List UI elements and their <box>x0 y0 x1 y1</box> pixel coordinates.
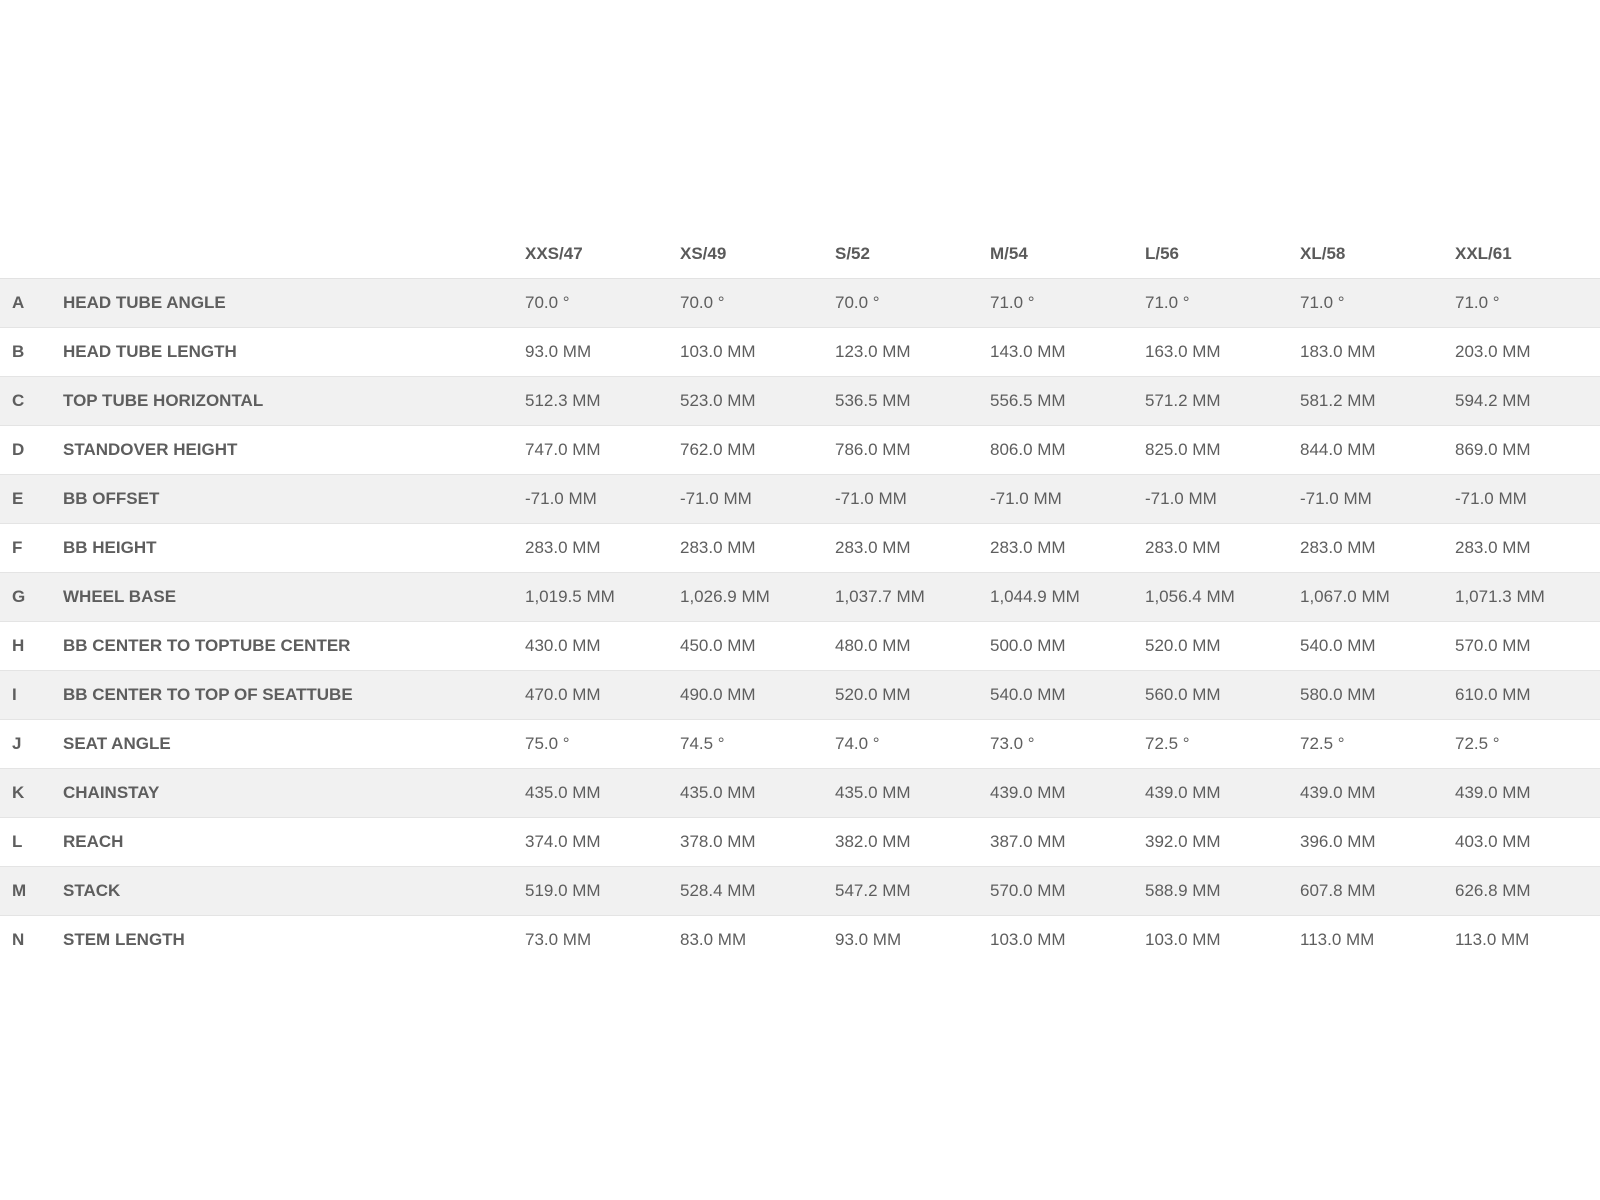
measurement-value: 113.0 MM <box>1300 916 1455 965</box>
measurement-value: 403.0 MM <box>1455 818 1600 867</box>
measurement-value: 762.0 MM <box>680 426 835 475</box>
header-row <box>0 230 1600 279</box>
measurement-value: 283.0 MM <box>1455 524 1600 573</box>
measurement-value: 610.0 MM <box>1455 671 1600 720</box>
measurement-value: 283.0 MM <box>990 524 1145 573</box>
measurement-value: 560.0 MM <box>1145 671 1300 720</box>
row-letter: A <box>0 279 63 328</box>
measurement-value: 83.0 MM <box>680 916 835 965</box>
measurement-value: 571.2 MM <box>1145 377 1300 426</box>
measurement-name: STANDOVER HEIGHT <box>63 426 525 475</box>
table-row <box>0 818 1600 867</box>
measurement-value: -71.0 MM <box>1455 475 1600 524</box>
row-letter: M <box>0 867 63 916</box>
measurement-value: 93.0 MM <box>525 328 680 377</box>
row-letter: K <box>0 769 63 818</box>
measurement-value: -71.0 MM <box>525 475 680 524</box>
table-row <box>0 671 1600 720</box>
measurement-value: 480.0 MM <box>835 622 990 671</box>
measurement-value: 435.0 MM <box>680 769 835 818</box>
measurement-value: 374.0 MM <box>525 818 680 867</box>
table-row <box>0 622 1600 671</box>
measurement-value: 1,019.5 MM <box>525 573 680 622</box>
measurement-value: 512.3 MM <box>525 377 680 426</box>
measurement-value: 570.0 MM <box>1455 622 1600 671</box>
measurement-name: STEM LENGTH <box>63 916 525 965</box>
measurement-value: 786.0 MM <box>835 426 990 475</box>
measurement-value: 123.0 MM <box>835 328 990 377</box>
measurement-value: 103.0 MM <box>1145 916 1300 965</box>
measurement-name: BB CENTER TO TOPTUBE CENTER <box>63 622 525 671</box>
row-letter: E <box>0 475 63 524</box>
measurement-value: 581.2 MM <box>1300 377 1455 426</box>
geometry-table-body <box>0 279 1600 965</box>
table-row <box>0 279 1600 328</box>
header-letter-cell <box>0 230 63 279</box>
row-letter: B <box>0 328 63 377</box>
measurement-value: 500.0 MM <box>990 622 1145 671</box>
measurement-value: 72.5 ° <box>1145 720 1300 769</box>
measurement-value: 70.0 ° <box>835 279 990 328</box>
measurement-value: 70.0 ° <box>680 279 835 328</box>
size-header: XXL/61 <box>1455 230 1600 279</box>
size-header: XL/58 <box>1300 230 1455 279</box>
measurement-value: 283.0 MM <box>835 524 990 573</box>
measurement-value: -71.0 MM <box>680 475 835 524</box>
measurement-value: 490.0 MM <box>680 671 835 720</box>
row-letter: I <box>0 671 63 720</box>
measurement-value: 93.0 MM <box>835 916 990 965</box>
measurement-value: 580.0 MM <box>1300 671 1455 720</box>
table-row <box>0 475 1600 524</box>
measurement-value: 594.2 MM <box>1455 377 1600 426</box>
measurement-name: HEAD TUBE ANGLE <box>63 279 525 328</box>
table-row <box>0 328 1600 377</box>
measurement-value: 1,037.7 MM <box>835 573 990 622</box>
size-header: XXS/47 <box>525 230 680 279</box>
measurement-value: 74.5 ° <box>680 720 835 769</box>
measurement-value: 71.0 ° <box>990 279 1145 328</box>
measurement-value: 540.0 MM <box>1300 622 1455 671</box>
measurement-value: 1,026.9 MM <box>680 573 835 622</box>
measurement-value: 70.0 ° <box>525 279 680 328</box>
measurement-value: 1,071.3 MM <box>1455 573 1600 622</box>
measurement-value: 519.0 MM <box>525 867 680 916</box>
measurement-value: 547.2 MM <box>835 867 990 916</box>
measurement-value: 71.0 ° <box>1145 279 1300 328</box>
measurement-value: 1,067.0 MM <box>1300 573 1455 622</box>
measurement-name: STACK <box>63 867 525 916</box>
measurement-value: 556.5 MM <box>990 377 1145 426</box>
measurement-value: 71.0 ° <box>1300 279 1455 328</box>
measurement-value: 844.0 MM <box>1300 426 1455 475</box>
measurement-value: 520.0 MM <box>835 671 990 720</box>
measurement-value: 75.0 ° <box>525 720 680 769</box>
measurement-value: 439.0 MM <box>1145 769 1300 818</box>
measurement-value: 439.0 MM <box>990 769 1145 818</box>
measurement-value: 747.0 MM <box>525 426 680 475</box>
measurement-value: 435.0 MM <box>835 769 990 818</box>
measurement-value: 203.0 MM <box>1455 328 1600 377</box>
measurement-value: 540.0 MM <box>990 671 1145 720</box>
measurement-name: TOP TUBE HORIZONTAL <box>63 377 525 426</box>
measurement-value: 283.0 MM <box>1145 524 1300 573</box>
measurement-value: 378.0 MM <box>680 818 835 867</box>
measurement-value: 392.0 MM <box>1145 818 1300 867</box>
measurement-name: SEAT ANGLE <box>63 720 525 769</box>
row-letter: G <box>0 573 63 622</box>
table-row <box>0 769 1600 818</box>
table-row <box>0 867 1600 916</box>
measurement-value: 283.0 MM <box>525 524 680 573</box>
measurement-value: 520.0 MM <box>1145 622 1300 671</box>
row-letter: C <box>0 377 63 426</box>
measurement-value: 869.0 MM <box>1455 426 1600 475</box>
measurement-value: 73.0 ° <box>990 720 1145 769</box>
measurement-value: 74.0 ° <box>835 720 990 769</box>
measurement-value: 536.5 MM <box>835 377 990 426</box>
measurement-value: 439.0 MM <box>1455 769 1600 818</box>
measurement-value: -71.0 MM <box>835 475 990 524</box>
measurement-value: 283.0 MM <box>680 524 835 573</box>
measurement-value: 1,056.4 MM <box>1145 573 1300 622</box>
measurement-value: 626.8 MM <box>1455 867 1600 916</box>
measurement-value: 528.4 MM <box>680 867 835 916</box>
size-header: L/56 <box>1145 230 1300 279</box>
row-letter: D <box>0 426 63 475</box>
measurement-value: 430.0 MM <box>525 622 680 671</box>
size-header: XS/49 <box>680 230 835 279</box>
measurement-name: REACH <box>63 818 525 867</box>
measurement-value: 470.0 MM <box>525 671 680 720</box>
size-header: M/54 <box>990 230 1145 279</box>
measurement-value: 396.0 MM <box>1300 818 1455 867</box>
measurement-value: 72.5 ° <box>1300 720 1455 769</box>
measurement-value: 183.0 MM <box>1300 328 1455 377</box>
measurement-name: CHAINSTAY <box>63 769 525 818</box>
measurement-value: 103.0 MM <box>990 916 1145 965</box>
measurement-value: 450.0 MM <box>680 622 835 671</box>
measurement-value: -71.0 MM <box>1145 475 1300 524</box>
measurement-value: 103.0 MM <box>680 328 835 377</box>
measurement-value: 435.0 MM <box>525 769 680 818</box>
size-header: S/52 <box>835 230 990 279</box>
measurement-value: 607.8 MM <box>1300 867 1455 916</box>
measurement-value: 283.0 MM <box>1300 524 1455 573</box>
measurement-value: 163.0 MM <box>1145 328 1300 377</box>
row-letter: L <box>0 818 63 867</box>
measurement-name: BB HEIGHT <box>63 524 525 573</box>
measurement-name: BB OFFSET <box>63 475 525 524</box>
measurement-value: -71.0 MM <box>1300 475 1455 524</box>
measurement-value: 439.0 MM <box>1300 769 1455 818</box>
measurement-name: HEAD TUBE LENGTH <box>63 328 525 377</box>
measurement-value: 1,044.9 MM <box>990 573 1145 622</box>
table-row <box>0 377 1600 426</box>
table-row <box>0 916 1600 965</box>
header-measurement-cell <box>63 230 525 279</box>
measurement-value: 73.0 MM <box>525 916 680 965</box>
measurement-value: 387.0 MM <box>990 818 1145 867</box>
measurement-value: 825.0 MM <box>1145 426 1300 475</box>
measurement-value: 806.0 MM <box>990 426 1145 475</box>
row-letter: J <box>0 720 63 769</box>
measurement-value: 382.0 MM <box>835 818 990 867</box>
table-row <box>0 573 1600 622</box>
measurement-name: WHEEL BASE <box>63 573 525 622</box>
measurement-value: 588.9 MM <box>1145 867 1300 916</box>
measurement-value: 71.0 ° <box>1455 279 1600 328</box>
table-row <box>0 524 1600 573</box>
row-letter: N <box>0 916 63 965</box>
measurement-value: 113.0 MM <box>1455 916 1600 965</box>
geometry-table <box>0 230 1600 964</box>
measurement-value: -71.0 MM <box>990 475 1145 524</box>
row-letter: H <box>0 622 63 671</box>
measurement-name: BB CENTER TO TOP OF SEATTUBE <box>63 671 525 720</box>
row-letter: F <box>0 524 63 573</box>
measurement-value: 570.0 MM <box>990 867 1145 916</box>
measurement-value: 72.5 ° <box>1455 720 1600 769</box>
table-row <box>0 720 1600 769</box>
measurement-value: 143.0 MM <box>990 328 1145 377</box>
measurement-value: 523.0 MM <box>680 377 835 426</box>
table-row <box>0 426 1600 475</box>
geometry-table-header <box>0 230 1600 279</box>
